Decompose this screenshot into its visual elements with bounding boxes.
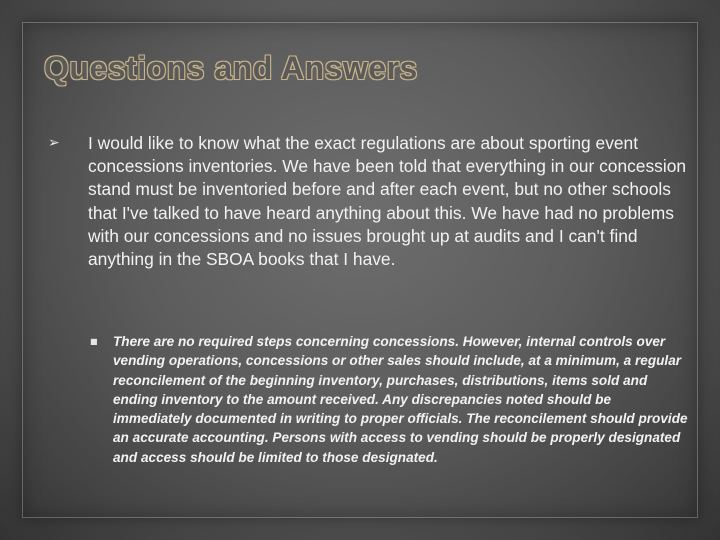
question-bullet <box>48 132 688 271</box>
square-bullet-icon: ■ <box>90 337 98 346</box>
question-text: I would like to know what the exact regulations are about sporting event concessions inventories. We have been told that everything in our concession stand must be inventoried before and after each event, but no other schools that I've talked to have heard anything about this. We have had no problems with our concessions and no issues brought up at audits and I can't find anything in the SBOA books that I have. <box>88 133 687 270</box>
answer-text: There are no required steps concerning concessions. However, internal controls over vending operations, concessions or other sales should include, at a minimum, a regular reconcilement of the beginning inventory, purchases, distributions, items sold and ending inventory to the amount received. Any discrepancies noted should be immediately documented in writing to proper officials. The reconcilement should provide an accurate accounting. Persons with access to vending should be properly designated and access should be limited to those designated. <box>113 334 688 465</box>
answer-bullet <box>90 332 690 467</box>
slide-title: Questions and Answers <box>44 50 418 86</box>
arrow-bullet-icon: ➢ <box>48 135 60 151</box>
